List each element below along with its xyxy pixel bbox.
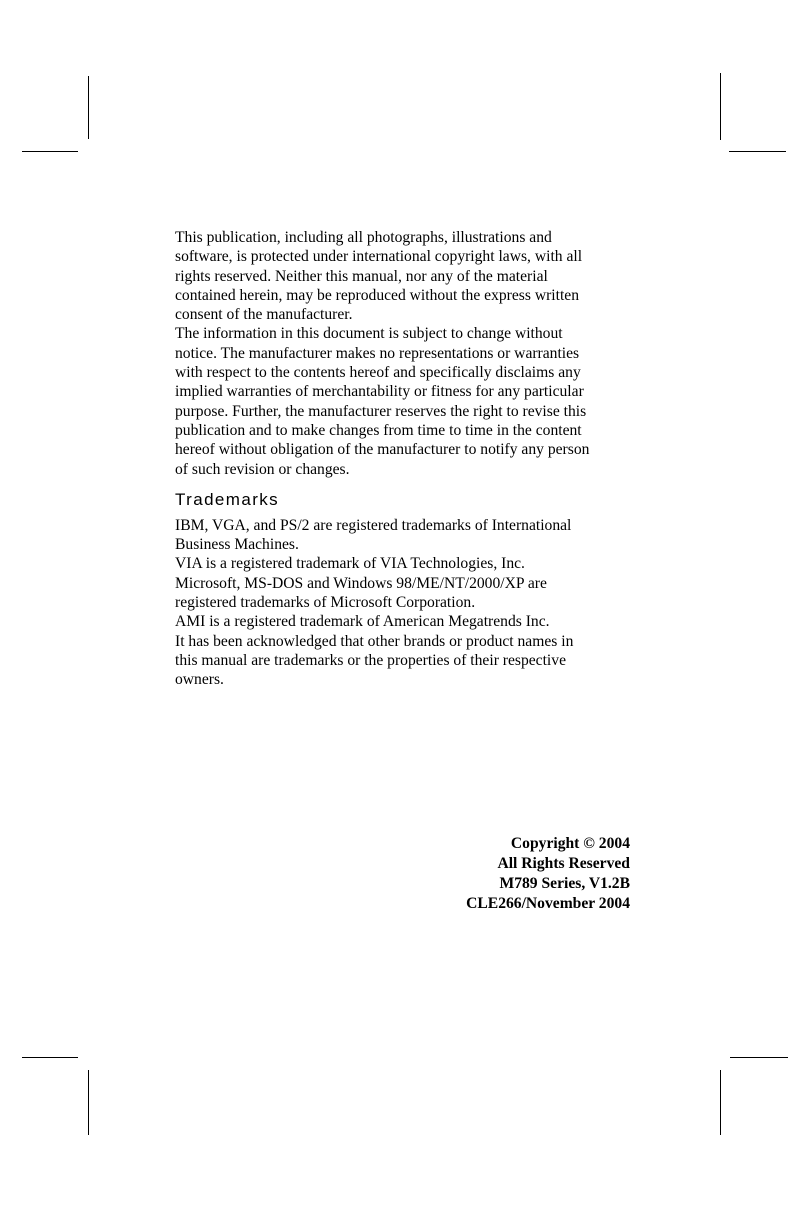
trademark-ibm-paragraph [175, 516, 635, 555]
text-line: Microsoft, MS-DOS and Windows 98/ME/NT/2000/XP are [175, 574, 547, 592]
text-line: registered trademarks of Microsoft Corporation. [175, 594, 476, 612]
text-line: The information in this document is subject to change without [175, 325, 563, 343]
rights-reserved: All Rights Reserved [497, 855, 630, 872]
text-line: VIA is a registered trademark of VIA Technologies, Inc. [175, 555, 525, 573]
trademarks-section [175, 487, 635, 690]
text-line: notice. The manufacturer makes no representations or warranties [175, 344, 580, 362]
crop-mark-top-right-vertical [720, 73, 721, 140]
trademark-ami-paragraph [175, 612, 635, 631]
text-line: software, is protected under international copyright laws, with all [175, 248, 583, 266]
crop-mark-bottom-left-vertical [88, 1070, 89, 1135]
text-line: of such revision or changes. [175, 460, 350, 478]
trademark-microsoft-paragraph [175, 574, 635, 613]
text-line: rights reserved. Neither this manual, nor any of the material [175, 267, 548, 285]
text-line: AMI is a registered trademark of American Megatrends Inc. [175, 613, 550, 631]
text-line: Business Machines. [175, 536, 299, 554]
crop-mark-bottom-left-horizontal [22, 1057, 78, 1058]
copyright-notice [175, 228, 635, 479]
text-line: publication and to make changes from time to time in the content [175, 421, 582, 439]
series-version: M789 Series, V1.2B [499, 875, 630, 892]
text-line: purpose. Further, the manufacturer reserves the right to revise this [175, 402, 587, 420]
document-code-date: CLE266/November 2004 [466, 895, 630, 912]
text-line: It has been acknowledged that other brands or product names in [175, 632, 574, 650]
text-line: implied warranties of merchantability or fitness for any particular [175, 383, 584, 401]
trademarks-heading: Trademarks [175, 489, 280, 509]
trademark-other-brands-paragraph [175, 632, 635, 690]
crop-mark-bottom-right-vertical [720, 1070, 721, 1135]
text-line: with respect to the contents hereof and specifically disclaims any [175, 364, 581, 382]
disclaimer-paragraph [175, 324, 635, 478]
text-line: owners. [175, 671, 224, 689]
crop-mark-bottom-right-horizontal [730, 1057, 788, 1058]
copyright-block [466, 834, 630, 914]
text-line: this manual are trademarks or the properties of their respective [175, 651, 566, 669]
text-line: IBM, VGA, and PS/2 are registered trademarks of International [175, 516, 572, 534]
trademark-via-paragraph [175, 554, 635, 573]
text-line: hereof without obligation of the manufacturer to notify any person [175, 441, 590, 459]
page-content [175, 228, 635, 690]
text-line: This publication, including all photographs, illustrations and [175, 229, 552, 246]
text-line: consent of the manufacturer. [175, 306, 353, 324]
crop-mark-top-left-horizontal [22, 151, 78, 152]
crop-mark-top-right-horizontal [729, 151, 786, 152]
text-line: contained herein, may be reproduced without the express written [175, 286, 579, 304]
copyright-year: Copyright © 2004 [510, 835, 630, 852]
crop-mark-top-left-vertical [88, 76, 89, 139]
copyright-protection-paragraph [175, 228, 635, 324]
